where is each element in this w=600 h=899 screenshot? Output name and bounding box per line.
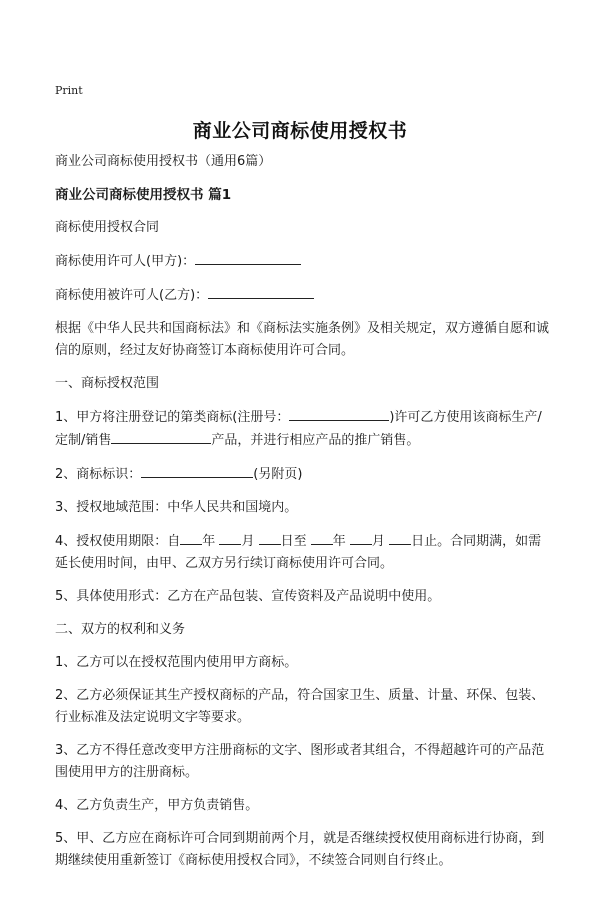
item-1-1 — [55, 406, 550, 452]
print-label[interactable]: Print — [55, 84, 83, 97]
start-month-blank — [219, 530, 241, 545]
end-day-blank — [389, 530, 411, 545]
item-1-3: 3、授权地域范围：中华人民共和国境内。 — [55, 500, 298, 515]
subtitle: 商业公司商标使用授权书（通用6篇） — [55, 154, 272, 169]
item-2-1: 1、乙方可以在授权范围内使用甲方商标。 — [55, 655, 298, 670]
item-1-2-text-a: 2、商标标识： — [55, 467, 142, 482]
end-month-label: 月 — [371, 534, 385, 549]
trademark-mark-blank — [141, 463, 253, 478]
start-year-label: 年 — [202, 534, 216, 549]
item-1-4 — [55, 530, 550, 575]
start-month-label: 月 — [241, 534, 255, 549]
item-1-1-text-a: 1、甲方将注册登记的第类商标(注册号： — [55, 410, 290, 425]
item-2-3: 3、乙方不得任意改变甲方注册商标的文字、图形或者其组合，不得超越许可的产品范围使用甲方的注册商标。 — [55, 743, 545, 780]
item-2-4: 4、乙方负责生产，甲方负责销售。 — [55, 798, 259, 813]
licensor-blank — [195, 250, 301, 265]
part1-heading: 一、商标授权范围 — [55, 376, 160, 391]
start-day-blank — [259, 530, 281, 545]
start-day-to-label: 日至 — [280, 534, 307, 549]
end-month-blank — [350, 530, 372, 545]
licensee-label: 商标使用被许可人(乙方)： — [55, 288, 209, 303]
document-title: 商业公司商标使用授权书 — [192, 120, 408, 142]
product-blank — [111, 429, 211, 444]
end-year-label: 年 — [332, 534, 346, 549]
licensor-label: 商标使用许可人(甲方)： — [55, 254, 196, 269]
section-heading: 商业公司商标使用授权书 篇1 — [55, 187, 232, 203]
licensee-line — [55, 284, 550, 307]
item-1-2-text-b: (另附页) — [253, 467, 303, 482]
part2-heading: 二、双方的权利和义务 — [55, 622, 186, 637]
item-1-4-text-a: 4、授权使用期限：自 — [55, 534, 181, 549]
preamble-paragraph: 根据《中华人民共和国商标法》和《商标法实施条例》及相关规定，双方遵循自愿和诚信的原则，经过友好协商签订本商标使用许可合同。 — [55, 321, 550, 358]
licensee-blank — [208, 284, 314, 299]
end-year-blank — [311, 530, 333, 545]
item-2-2: 2、乙方必须保证其生产授权商标的产品，符合国家卫生、质量、计量、环保、包装、行业标准及法定说明文字等要求。 — [55, 688, 545, 725]
contract-title: 商标使用授权合同 — [55, 220, 160, 235]
item-1-5: 5、具体使用形式：乙方在产品包装、宣传资料及产品说明中使用。 — [55, 589, 441, 604]
item-1-2 — [55, 463, 550, 486]
item-1-1-text-b: )许可乙方使用该商标生产/定制/销售 — [55, 410, 542, 448]
registration-number-blank — [289, 406, 389, 421]
item-1-1-text-c: 产品，并进行相应产品的推广销售。 — [211, 433, 420, 448]
item-2-5: 5、甲、乙方应在商标许可合同到期前两个月，就是否继续授权使用商标进行协商，到期继续使用重新签订《商标使用授权合同》，不续签合同则自行终止。 — [55, 831, 545, 868]
licensor-line — [55, 250, 550, 273]
item-1-4-tail: 日止。合同期满，如需延长使用时间，由甲、乙双方另行续订商标使用许可合同。 — [55, 534, 542, 571]
start-year-blank — [180, 530, 202, 545]
document-body — [55, 151, 550, 883]
